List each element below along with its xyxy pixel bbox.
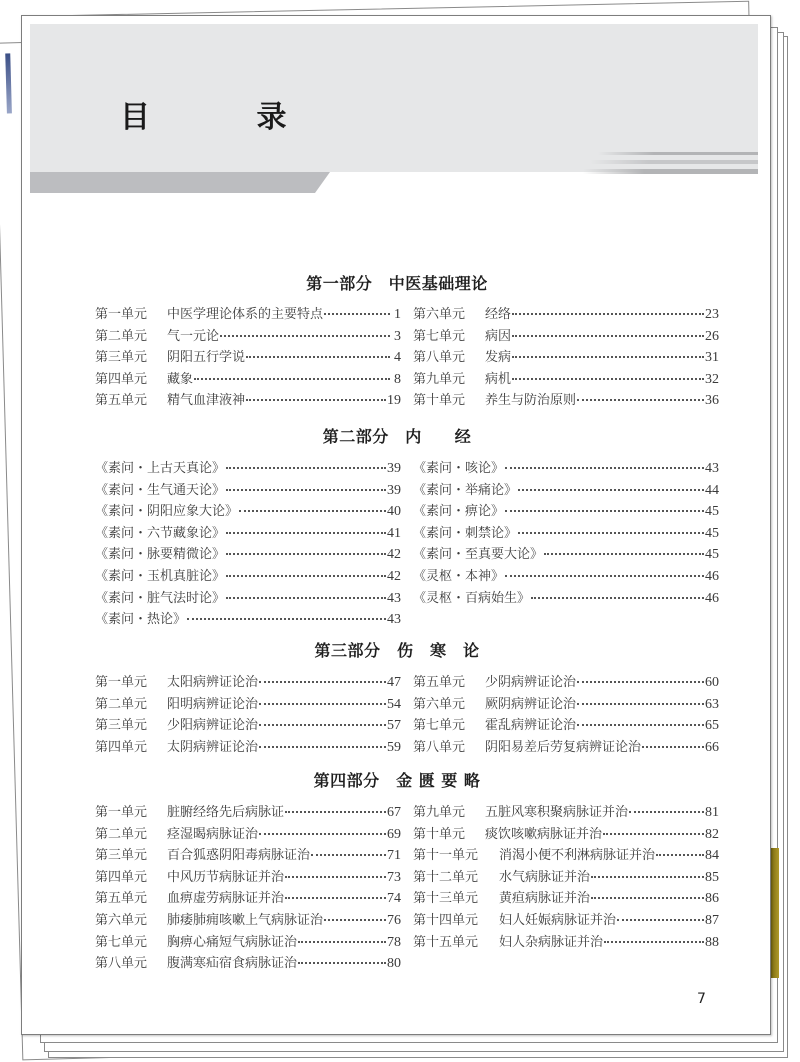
- unit-label: 第七单元: [413, 718, 466, 734]
- toc-entry[interactable]: [95, 457, 401, 479]
- unit-label: 第十五单元: [413, 934, 479, 950]
- part-title: 第二部分 内 经: [322, 427, 472, 446]
- page-ref: 86: [705, 891, 719, 907]
- dot-leader: [531, 597, 704, 599]
- toc-column-right: [413, 457, 719, 608]
- dot-leader: [298, 941, 386, 943]
- page-ref: 26: [705, 328, 719, 344]
- toc-entry[interactable]: [95, 887, 401, 909]
- toc-entry[interactable]: [413, 714, 719, 736]
- unit-label: 第五单元: [95, 393, 148, 409]
- unit-label: 第三单元: [95, 848, 148, 864]
- page-ref: 43: [387, 590, 401, 606]
- toc-entry[interactable]: [413, 866, 719, 888]
- dot-leader: [259, 681, 386, 683]
- page-ref: 66: [705, 739, 719, 755]
- toc-column-left: [95, 671, 401, 757]
- entry-title: 太阳病辨证论治: [167, 675, 259, 690]
- unit-label: 第五单元: [95, 891, 148, 907]
- dot-leader: [226, 532, 386, 534]
- sheet-edge-decoration: [771, 848, 779, 978]
- toc-entry[interactable]: [413, 909, 719, 931]
- page-ref: 39: [387, 461, 401, 476]
- unit-label: 第八单元: [413, 739, 466, 755]
- entry-title: 《灵枢・本神》: [413, 568, 505, 584]
- entry-title: 《灵枢・百病始生》: [413, 590, 531, 606]
- toc-entry[interactable]: [413, 671, 719, 693]
- toc-entry[interactable]: [413, 693, 719, 715]
- toc-entry[interactable]: [95, 866, 401, 888]
- unit-label: 第六单元: [413, 696, 466, 712]
- page-ref: 42: [387, 568, 401, 584]
- page-ref: 31: [705, 350, 719, 366]
- page-ref: 74: [387, 891, 401, 907]
- unit-label: 第二单元: [95, 826, 148, 842]
- page-ref: 23: [705, 307, 719, 322]
- page-ref: 78: [387, 934, 401, 950]
- entry-title: 《素问・至真要大论》: [413, 547, 544, 563]
- dot-leader: [239, 510, 386, 512]
- toc-entry[interactable]: [95, 368, 401, 390]
- dot-leader: [259, 724, 386, 726]
- unit-label: 第七单元: [413, 328, 466, 344]
- dot-leader: [226, 467, 386, 469]
- entry-title: 少阳病辨证论治: [167, 718, 259, 734]
- unit-label: 第六单元: [95, 912, 148, 928]
- page-ref: 73: [387, 869, 401, 885]
- dot-leader: [577, 681, 704, 683]
- page-ref: 19: [387, 393, 401, 409]
- toc-column-right: [413, 303, 719, 411]
- dot-leader: [246, 399, 386, 401]
- dot-leader: [259, 833, 386, 835]
- toc-entry[interactable]: [95, 671, 401, 693]
- dot-leader: [591, 897, 704, 899]
- dot-leader: [512, 313, 704, 315]
- toc-entry[interactable]: [413, 823, 719, 845]
- dot-leader: [617, 919, 704, 921]
- page-ref: 47: [387, 675, 401, 690]
- unit-label: 第十一单元: [413, 848, 479, 864]
- page-ref: 46: [705, 568, 719, 584]
- unit-label: 第三单元: [95, 718, 148, 734]
- entry-title: 发病: [485, 350, 512, 366]
- entry-title: 精气血津液神: [167, 393, 246, 409]
- page-ref: 84: [705, 848, 719, 864]
- sheet-edge-decoration: [5, 53, 12, 113]
- entry-title: 五脏风寒积聚病脉证并治: [485, 805, 629, 820]
- toc-entry[interactable]: [413, 500, 719, 522]
- part-title: 第三部分 伤 寒 论: [314, 641, 480, 660]
- unit-label: 第五单元: [413, 675, 466, 690]
- page-ref: 45: [705, 547, 719, 563]
- entry-title: 阴阳五行学说: [167, 350, 246, 366]
- dot-leader: [259, 746, 386, 748]
- unit-label: 第二单元: [95, 328, 148, 344]
- toc-entry[interactable]: [95, 587, 401, 609]
- dot-leader: [187, 618, 386, 620]
- unit-label: 第八单元: [95, 956, 148, 972]
- dot-leader: [518, 489, 704, 491]
- entry-title: 病机: [485, 371, 512, 387]
- toc-entry[interactable]: [95, 952, 401, 974]
- part-title: 第一部分 中医基础理论: [306, 274, 488, 293]
- toc-entry[interactable]: [95, 714, 401, 736]
- entry-title: 肺痿肺痈咳嗽上气病脉证治: [167, 912, 324, 928]
- entry-title: 《素问・举痛论》: [413, 482, 518, 498]
- entry-title: 阴阳易差后劳复病辨证论治: [485, 739, 642, 755]
- unit-label: 第七单元: [95, 934, 148, 950]
- entry-title: 气一元论: [167, 328, 220, 344]
- toc-entry[interactable]: [95, 608, 401, 630]
- unit-label: 第一单元: [95, 805, 148, 820]
- entry-title: 黄疸病脉证并治: [499, 891, 591, 907]
- entry-title: 《素问・脏气法时论》: [95, 590, 226, 606]
- toc-column-left: [95, 801, 401, 974]
- page-ref: 69: [387, 826, 401, 842]
- entry-title: 太阴病辨证论治: [167, 739, 259, 755]
- toc-entry[interactable]: [413, 368, 719, 390]
- toc-column-left: [95, 303, 401, 411]
- dot-leader: [577, 724, 704, 726]
- unit-label: 第九单元: [413, 371, 466, 387]
- dot-leader: [544, 553, 704, 555]
- toc-entry[interactable]: [95, 522, 401, 544]
- page-ref: 67: [387, 805, 401, 820]
- dot-leader: [226, 553, 386, 555]
- unit-label: 第十单元: [413, 826, 466, 842]
- page-ref: 59: [387, 739, 401, 755]
- dot-leader: [194, 378, 390, 380]
- page-ref: 44: [705, 482, 719, 498]
- entry-title: 《素问・六节藏象论》: [95, 525, 226, 541]
- toc-entry[interactable]: [95, 565, 401, 587]
- toc-entry[interactable]: [95, 823, 401, 845]
- dot-leader: [246, 356, 390, 358]
- dot-leader: [324, 313, 390, 315]
- page-ref: 42: [387, 547, 401, 563]
- entry-title: 妇人妊娠病脉证并治: [499, 912, 617, 928]
- entry-title: 百合狐惑阴阳毒病脉证治: [167, 848, 311, 864]
- page-ref: 36: [705, 393, 719, 409]
- dot-leader: [505, 510, 704, 512]
- toc-entry[interactable]: [95, 346, 401, 368]
- dot-leader: [512, 378, 704, 380]
- header-stripe: [598, 152, 758, 155]
- toc-page: [21, 15, 771, 1035]
- entry-title: 水气病脉证并治: [499, 869, 591, 885]
- unit-label: 第九单元: [413, 805, 466, 820]
- entry-title: 病因: [485, 328, 512, 344]
- entry-title: 痰饮咳嗽病脉证并治: [485, 826, 603, 842]
- page-ref: 85: [705, 869, 719, 885]
- entry-title: 《素问・咳论》: [413, 461, 505, 476]
- page-ref: 63: [705, 696, 719, 712]
- dot-leader: [226, 597, 386, 599]
- entry-title: 脏腑经络先后病脉证: [167, 805, 285, 820]
- toc-entry[interactable]: [95, 909, 401, 931]
- entry-title: 阳明病辨证论治: [167, 696, 259, 712]
- entry-title: 霍乱病辨证论治: [485, 718, 577, 734]
- toc-entry[interactable]: [413, 801, 719, 823]
- page-ref: 81: [705, 805, 719, 820]
- dot-leader: [604, 941, 704, 943]
- toc-entry[interactable]: [413, 565, 719, 587]
- toc-entry[interactable]: [95, 736, 401, 758]
- toc-entry[interactable]: [413, 931, 719, 953]
- toc-entry[interactable]: [413, 325, 719, 347]
- entry-title: 痉湿暍病脉证治: [167, 826, 259, 842]
- unit-label: 第一单元: [95, 307, 148, 322]
- entry-title: 《素问・阴阳应象大论》: [95, 504, 239, 520]
- toc-entry[interactable]: [95, 389, 401, 411]
- toc-entry[interactable]: [95, 303, 401, 325]
- toc-entry[interactable]: [95, 931, 401, 953]
- page-ref: 71: [387, 848, 401, 864]
- dot-leader: [505, 467, 704, 469]
- toc-entry[interactable]: [95, 543, 401, 565]
- dot-leader: [591, 876, 704, 878]
- unit-label: 第六单元: [413, 307, 466, 322]
- toc-entry[interactable]: [413, 389, 719, 411]
- toc-entry[interactable]: [413, 844, 719, 866]
- header-tab: [30, 172, 330, 193]
- page-ref: 43: [387, 612, 401, 628]
- toc-entry[interactable]: [413, 303, 719, 325]
- toc-entry[interactable]: [95, 325, 401, 347]
- unit-label: 第一单元: [95, 675, 148, 690]
- page-ref: 8: [394, 371, 401, 387]
- dot-leader: [259, 703, 386, 705]
- dot-leader: [512, 356, 704, 358]
- entry-title: 中风历节病脉证并治: [167, 869, 285, 885]
- unit-label: 第十单元: [413, 393, 466, 409]
- entry-title: 厥阴病辨证论治: [485, 696, 577, 712]
- entry-title: 中医学理论体系的主要特点: [167, 307, 324, 322]
- dot-leader: [298, 962, 386, 964]
- toc-entry[interactable]: [95, 801, 401, 823]
- toc-entry[interactable]: [95, 693, 401, 715]
- dot-leader: [324, 919, 386, 921]
- unit-label: 第四单元: [95, 371, 148, 387]
- page-ref: 39: [387, 482, 401, 498]
- dot-leader: [512, 335, 704, 337]
- toc-entry[interactable]: [95, 500, 401, 522]
- toc-entry[interactable]: [413, 887, 719, 909]
- entry-title: 血痹虚劳病脉证并治: [167, 891, 285, 907]
- entry-title: 《素问・热论》: [95, 612, 187, 628]
- dot-leader: [656, 854, 704, 856]
- unit-label: 第八单元: [413, 350, 466, 366]
- entry-title: 《素问・生气通天论》: [95, 482, 226, 498]
- entry-title: 少阴病辨证论治: [485, 675, 577, 690]
- page-ref: 54: [387, 696, 401, 712]
- page-ref: 45: [705, 525, 719, 541]
- dot-leader: [642, 746, 704, 748]
- header-stripe: [583, 169, 758, 174]
- page-ref: 46: [705, 590, 719, 606]
- toc-column-right: [413, 671, 719, 757]
- unit-label: 第二单元: [95, 696, 148, 712]
- page-number: 7: [697, 991, 706, 1007]
- toc-entry[interactable]: [413, 522, 719, 544]
- dot-leader: [577, 703, 704, 705]
- page-ref: 45: [705, 504, 719, 520]
- dot-leader: [285, 811, 386, 813]
- entry-title: 《素问・脉要精微论》: [95, 547, 226, 563]
- entry-title: 《素问・刺禁论》: [413, 525, 518, 541]
- dot-leader: [629, 811, 704, 813]
- entry-title: 《素问・玉机真脏论》: [95, 568, 226, 584]
- toc-entry[interactable]: [95, 479, 401, 501]
- page-ref: 87: [705, 912, 719, 928]
- toc-entry[interactable]: [413, 543, 719, 565]
- toc-column-left: [95, 457, 401, 630]
- page-ref: 76: [387, 912, 401, 928]
- page-ref: 3: [394, 328, 401, 344]
- page-ref: 1: [394, 307, 401, 322]
- dot-leader: [226, 575, 386, 577]
- page-ref: 32: [705, 371, 719, 387]
- toc-entry[interactable]: [413, 587, 719, 609]
- page-ref: 60: [705, 675, 719, 690]
- dot-leader: [226, 489, 386, 491]
- page-title: 目 录: [120, 100, 335, 135]
- entry-title: 藏象: [167, 371, 194, 387]
- dot-leader: [577, 399, 704, 401]
- page-ref: 80: [387, 956, 401, 972]
- toc-entry[interactable]: [413, 457, 719, 479]
- page-ref: 4: [394, 350, 401, 366]
- toc-entry[interactable]: [413, 736, 719, 758]
- dot-leader: [505, 575, 704, 577]
- page-ref: 82: [705, 826, 719, 842]
- toc-entry[interactable]: [413, 346, 719, 368]
- entry-title: 妇人杂病脉证并治: [499, 934, 604, 950]
- entry-title: 养生与防治原则: [485, 393, 577, 409]
- unit-label: 第十二单元: [413, 869, 479, 885]
- entry-title: 胸痹心痛短气病脉证治: [167, 934, 298, 950]
- dot-leader: [220, 335, 390, 337]
- entry-title: 经络: [485, 307, 512, 322]
- page-ref: 43: [705, 461, 719, 476]
- toc-entry[interactable]: [95, 844, 401, 866]
- page-ref: 41: [387, 525, 401, 541]
- toc-column-right: [413, 801, 719, 952]
- page-ref: 65: [705, 718, 719, 734]
- entry-title: 《素问・上古天真论》: [95, 461, 226, 476]
- dot-leader: [285, 876, 386, 878]
- dot-leader: [518, 532, 704, 534]
- entry-title: 《素问・痹论》: [413, 504, 505, 520]
- unit-label: 第四单元: [95, 869, 148, 885]
- toc-entry[interactable]: [413, 479, 719, 501]
- page-ref: 57: [387, 718, 401, 734]
- page-ref: 40: [387, 504, 401, 520]
- unit-label: 第四单元: [95, 739, 148, 755]
- header-stripe: [590, 160, 758, 164]
- dot-leader: [285, 897, 386, 899]
- entry-title: 消渴小便不利淋病脉证并治: [499, 848, 656, 864]
- dot-leader: [603, 833, 704, 835]
- dot-leader: [311, 854, 386, 856]
- part-title: 第四部分 金 匮 要 略: [313, 771, 481, 790]
- entry-title: 腹满寒疝宿食病脉证治: [167, 956, 298, 972]
- unit-label: 第十三单元: [413, 891, 479, 907]
- page-ref: 88: [705, 934, 719, 950]
- unit-label: 第三单元: [95, 350, 148, 366]
- unit-label: 第十四单元: [413, 912, 479, 928]
